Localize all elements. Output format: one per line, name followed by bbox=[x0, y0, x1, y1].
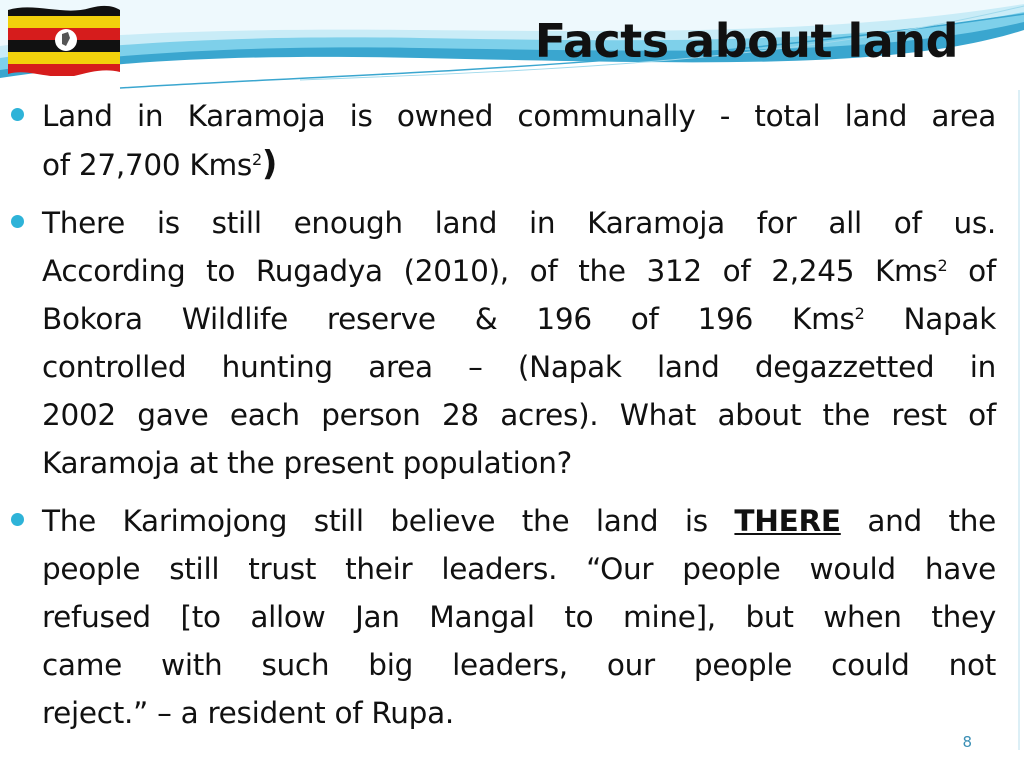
bullet-text-line: 2002 gave each person 28 acres). What about the rest of bbox=[42, 398, 996, 432]
bullet-dot-icon bbox=[11, 108, 24, 121]
bullet-item-karimojong-belief bbox=[42, 497, 996, 737]
bullet-text-line: Land in Karamoja is owned communally - total land area bbox=[42, 99, 996, 133]
bullet-text-fragment: of 27,700 Kms bbox=[42, 148, 252, 182]
bullet-text-fragment: According to Rugadya (2010), of the 312 of 2,245 Kms bbox=[42, 254, 938, 288]
page-number: 8 bbox=[962, 733, 972, 751]
bullet-text-fragment: of bbox=[947, 254, 996, 288]
bullet-text-line: people still trust their leaders. “Our people would have bbox=[42, 552, 996, 586]
bullet-text-fragment: Bokora Wildlife reserve & 196 of 196 Kms bbox=[42, 302, 855, 336]
bullet-item-land-ownership bbox=[42, 92, 996, 189]
bullet-text-line: Karamoja at the present population? bbox=[42, 446, 573, 480]
superscript: 2 bbox=[937, 256, 948, 275]
bullet-text-fragment: and the bbox=[840, 504, 996, 538]
bullet-text-line bbox=[42, 295, 996, 343]
bullet-dot-icon bbox=[11, 215, 24, 228]
emphasized-word: THERE bbox=[734, 504, 841, 538]
bullet-text-line: reject.” – a resident of Rupa. bbox=[42, 696, 454, 730]
bullet-list bbox=[0, 92, 1024, 747]
superscript: 2 bbox=[854, 304, 865, 323]
bullet-text-fragment: The Karimojong still believe the land is bbox=[42, 504, 735, 538]
superscript: 2 bbox=[251, 150, 262, 169]
bullet-text-fragment: Napak bbox=[864, 302, 996, 336]
bullet-item-enough-land bbox=[42, 199, 996, 487]
bullet-text-line: refused [to allow Jan Mangal to mine], but when they bbox=[42, 600, 996, 634]
bullet-text-line: There is still enough land in Karamoja for all of us. bbox=[42, 206, 996, 240]
bullet-text-line bbox=[42, 497, 996, 545]
bullet-text-line: controlled hunting area – (Napak land degazzetted in bbox=[42, 350, 996, 384]
bullet-dot-icon bbox=[11, 513, 24, 526]
closing-paren: ) bbox=[261, 144, 278, 184]
bullet-text-line bbox=[42, 247, 996, 295]
uganda-flag-icon bbox=[4, 2, 122, 76]
right-border-line bbox=[1018, 90, 1020, 750]
bullet-text-line: came with such big leaders, our people could not bbox=[42, 648, 996, 682]
bullet-text-line bbox=[42, 140, 996, 189]
slide-title: Facts about land bbox=[534, 14, 958, 68]
